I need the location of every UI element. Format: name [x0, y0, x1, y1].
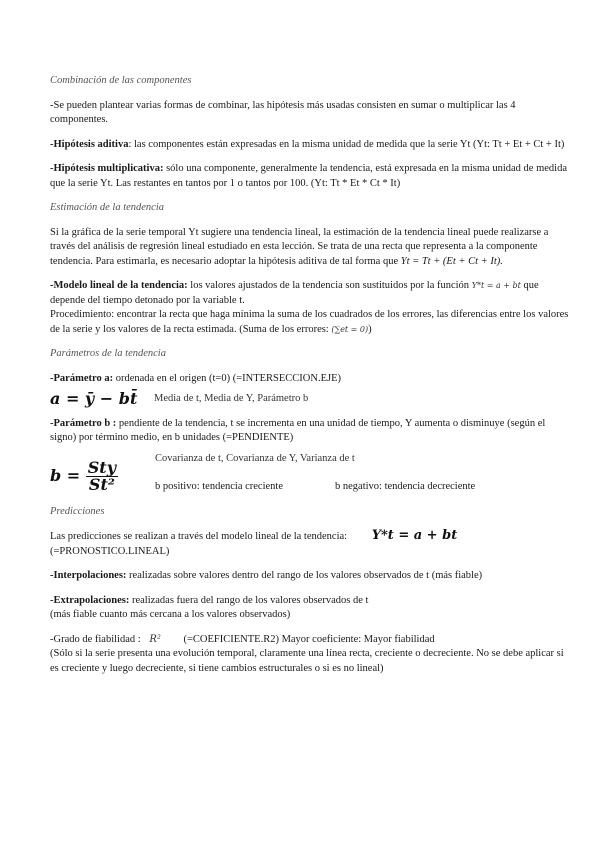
parametro-a-formula: a = ȳ − bt̄ — [50, 389, 138, 408]
modelo-lineal — [50, 279, 570, 308]
interpolaciones — [50, 569, 570, 584]
extrapolaciones-text: realizadas fuera del rango de los valores observados de t — [129, 594, 369, 606]
extrapolaciones — [50, 594, 570, 623]
section-title-predicciones: Predicciones — [50, 505, 105, 517]
hipotesis-multiplicativa-label: -Hipótesis multiplicativa: — [50, 163, 164, 174]
parametro-a-label: -Parámetro a: — [50, 372, 114, 384]
parametro-a-text: ordenada en el origen (t=0) (=INTERSECCION.EJE) — [113, 372, 341, 384]
grado-text2: (=COEFICIENTE.R2) Mayor coeficiente: Mayor fiabilidad — [183, 633, 435, 645]
predicciones-formula: Y*t = a + bt — [371, 528, 458, 543]
parametro-a-formula-row — [50, 389, 570, 408]
modelo-lineal-label: -Modelo lineal de la tendencia: — [50, 280, 188, 291]
extrapolaciones-label: -Extrapolaciones: — [50, 594, 130, 606]
modelo-lineal-text: los valores ajustados de la tendencia son sustituidos por la función — [187, 280, 472, 291]
parametro-b-desc: Covarianza de t, Covarianza de Y, Varianza de t — [155, 452, 355, 464]
parametro-b-signs — [155, 480, 515, 495]
parametro-a-desc: Media de t, Media de Y, Parámetro b — [154, 393, 309, 404]
grado-text: -Grado de fiabilidad : — [50, 633, 141, 645]
parametro-b-positive: b positivo: tendencia creciente — [155, 481, 283, 492]
estimacion-para — [50, 226, 570, 270]
parametro-b-formula-row — [50, 452, 570, 495]
estimacion-formula: Yt = Tt + (Et + Ct + It). — [400, 255, 503, 267]
combinacion-intro: -Se pueden plantear varias formas de combinar, las hipótesis más usadas consisten en sumar o multiplicar las 4 componentes. — [50, 99, 516, 125]
hipotesis-aditiva-text: : las componentes están expresadas en la misma unidad de medida que la serie Yt (Yt: Tt + Et + Ct + It) — [128, 138, 565, 150]
procedimiento — [50, 308, 570, 337]
predicciones-text: Las predicciones se realizan a través del modelo lineal de la tendencia: — [50, 531, 348, 542]
procedimiento-close: ) — [368, 323, 372, 335]
interpolaciones-label: -Interpolaciones: — [50, 570, 127, 581]
parametro-b-negative: b negativo: tendencia decreciente — [335, 481, 476, 492]
parametro-b-fraction — [86, 457, 118, 494]
hipotesis-multiplicativa — [50, 162, 570, 191]
parametro-b-text: pendiente de la tendencia, t se incrementa en una unidad de tiempo, Y aumenta o disminuye (según el signo) por término medio, en b unidades (=PENDIENTE) — [50, 417, 546, 443]
grado-note: (Sólo si la serie presenta una evolución temporal, claramente una línea recta, creciente o decreciente. No se debe aplicar si es creciente y luego decreciente, si tiene cambios estructurales o si es no lineal) — [50, 648, 564, 674]
section-title-parametros: Parámetros de la tendencia — [50, 348, 166, 359]
hipotesis-aditiva — [50, 138, 570, 153]
section-title-combinacion: Combinación de las componentes — [50, 75, 192, 86]
estimacion-para-text: Si la gráfica de la serie temporal Yt sugiere una tendencia lineal, la estimación de la tendencia lineal puede realizarse a través del análisis de regresión lineal estudiado en esta lección. Se trata de una recta que representa a la componente tendencia. Para estimarla, es necesario adoptar la hipótesis aditiva de tal forma que — [50, 226, 549, 267]
parametro-b-formula-lhs: b = — [50, 465, 81, 485]
parametro-b-label: -Parámetro b : — [50, 417, 117, 429]
hipotesis-aditiva-label: -Hipótesis aditiva — [50, 138, 129, 150]
section-title-estimacion: Estimación de la tendencia — [50, 202, 165, 213]
predicciones-para — [50, 529, 570, 559]
parametro-b-numerator: Sty — [87, 457, 116, 477]
interpolaciones-text: realizadas sobre valores dentro del rango de los valores observados de t (más fiable) — [126, 570, 483, 581]
modelo-lineal-text2: que depende del tiempo detonado por la variable t. — [50, 280, 539, 306]
parametro-b — [50, 417, 570, 446]
parametro-b-notes — [155, 452, 515, 495]
grado-formula: R² — [149, 633, 161, 645]
grado-fiabilidad — [50, 633, 570, 677]
predicciones-func: (=PRONOSTICO.LINEAL) — [50, 545, 170, 557]
parametro-b-formula — [50, 452, 155, 493]
hipotesis-multiplicativa-text: sólo una componente, generalmente la tendencia, está expresada en la misma unidad de medida que la serie Yt. Las restantes en tantos por 1 o tantos por 100. (Yt: Tt * Et * Ct * It) — [50, 163, 567, 189]
modelo-lineal-formula: Y*t = a + bt — [471, 281, 521, 290]
parametro-b-denominator: St² — [88, 474, 115, 494]
procedimiento-formula: (∑et = 0) — [331, 324, 369, 334]
parametro-a — [50, 372, 570, 387]
extrapolaciones-text2: (más fiable cuanto más cercana a los valores observados) — [50, 609, 291, 620]
document-page — [50, 68, 570, 686]
procedimiento-text: Procedimiento: encontrar la recta que haga mínima la suma de los cuadrados de los errores, las diferencias entre los valores de la serie y los valores de la recta estimada. (Suma de los errores: — [50, 309, 569, 335]
